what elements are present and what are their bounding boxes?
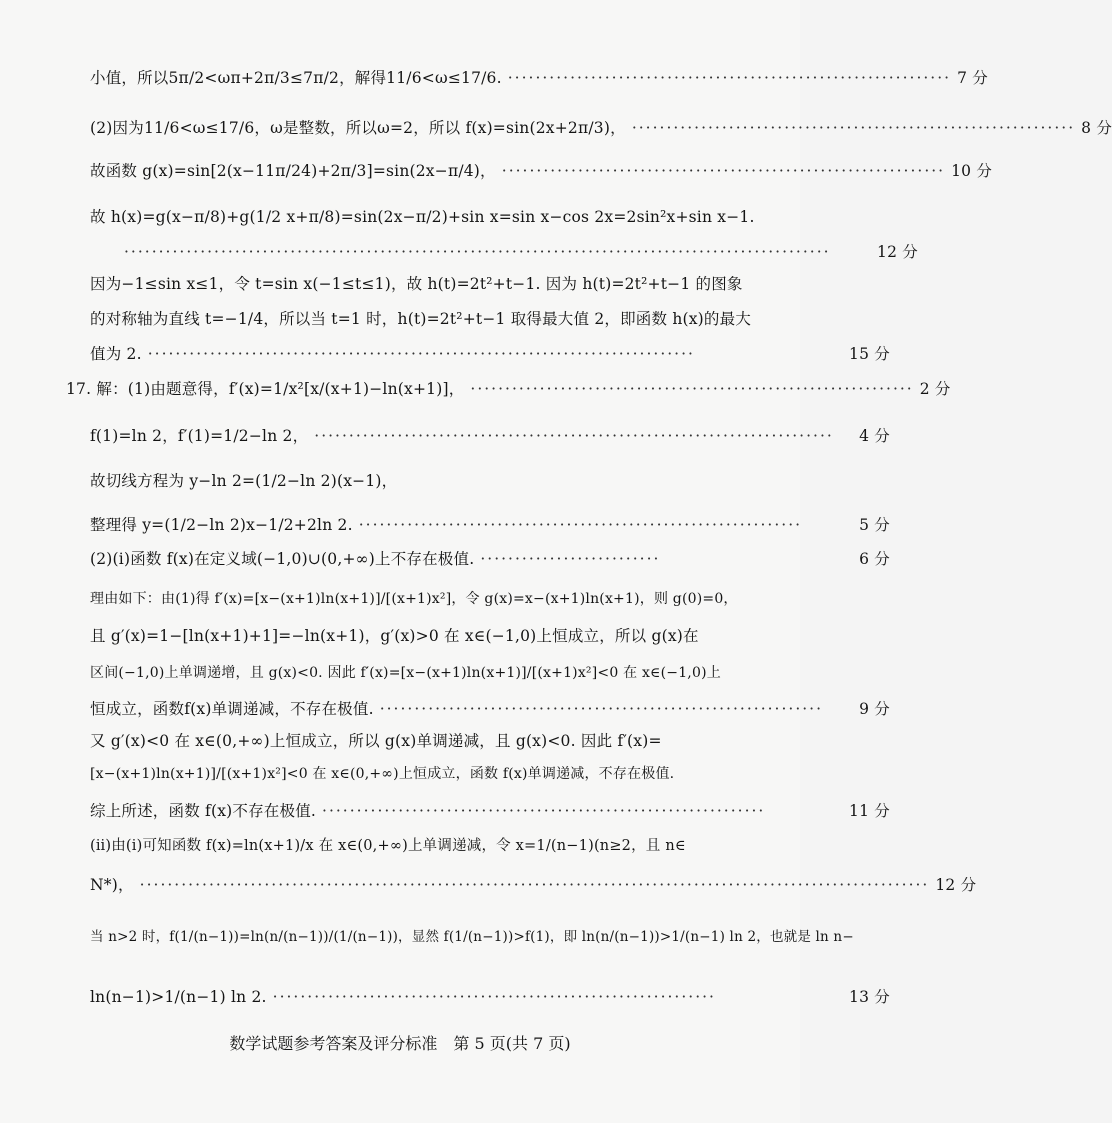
line-text: 值为 2. — [90, 345, 142, 363]
line-text: (2)因为11/6<ω≤17/6，ω是整数，所以ω=2，所以 f(x)=sin(2x+2π/3)， — [90, 119, 626, 137]
line-text: 小值，所以5π/2<ωπ+2π/3≤7π/2，解得11/6<ω≤17/6. — [90, 69, 502, 87]
answer-line — [90, 469, 890, 491]
dot-leader: ································································ — [322, 802, 766, 820]
line-text: [x−(x+1)ln(x+1)]/[(x+1)x²]<0 在 x∈(0,+∞)上恒成立，函数 f(x)单调递减，不存在极值. — [90, 766, 675, 782]
line-text: (ⅱ)由(ⅰ)可知函数 f(x)=ln(x+1)/x 在 x∈(0,+∞)上单调递减，令 x=1/(n−1)(n≥2，且 n∈ — [90, 838, 686, 854]
answer-line — [90, 513, 890, 535]
answer-line — [90, 424, 890, 446]
dot-leader: ······································································································ — [124, 243, 831, 261]
line-text: ln(n−1)>1/(n−1) ln 2. — [90, 988, 267, 1006]
dot-leader: ·················································································································· — [139, 876, 930, 894]
line-text: 整理得 y=(1/2−ln 2)x−1/2+2ln 2. — [90, 516, 353, 534]
line-text: 17. 解：(1)由题意得，f′(x)=1/x²[x/(x+1)−ln(x+1)]， — [66, 380, 465, 398]
line-text: 的对称轴为直线 t=−1/4，所以当 t=1 时，h(t)=2t²+t−1 取得最大值 2，即函数 h(x)的最大 — [90, 310, 752, 328]
line-text: 理由如下：由(1)得 f′(x)=[x−(x+1)ln(x+1)]/[(x+1)x²]，令 g(x)=x−(x+1)ln(x+1)，则 g(0)=0， — [90, 591, 738, 607]
answer-line — [90, 624, 890, 646]
answer-line — [90, 873, 977, 895]
dot-leader: ································································ — [507, 69, 952, 87]
dot-leader: ································································ — [631, 119, 1076, 137]
dot-leader: ································································ — [379, 700, 824, 718]
answer-line — [90, 307, 890, 329]
answer-line — [90, 66, 988, 88]
score-label: 8 分 — [1081, 119, 1112, 137]
answer-line — [90, 799, 890, 821]
answer-line — [90, 834, 890, 855]
line-text: 因为−1≤sin x≤1，令 t=sin x(−1≤t≤1)，故 h(t)=2t²+t−1. 因为 h(t)=2t²+t−1 的图象 — [90, 275, 743, 293]
answer-line — [90, 588, 890, 608]
line-text: 故 h(x)=g(x−π/8)+g(1/2 x+π/8)=sin(2x−π/2)+sin x=sin x−cos 2x=2sin²x+sin x−1. — [90, 208, 755, 226]
answer-line — [90, 925, 890, 945]
answer-line — [90, 342, 890, 364]
score-label: 10 分 — [951, 162, 993, 180]
line-text: 恒成立，函数f(x)单调递减，不存在极值. — [90, 700, 374, 718]
answer-line — [90, 205, 890, 227]
answer-line — [90, 547, 890, 569]
answer-line — [90, 272, 890, 294]
dot-leader: ································································ — [358, 516, 803, 534]
answer-line — [90, 763, 890, 783]
score-label: 5 分 — [859, 516, 890, 534]
score-label: 13 分 — [849, 988, 890, 1006]
answer-line — [90, 116, 1112, 138]
line-text: 且 g′(x)=1−[ln(x+1)+1]=−ln(x+1)，g′(x)>0 在 x∈(−1,0)上恒成立，所以 g(x)在 — [90, 627, 699, 645]
score-label: 12 分 — [935, 876, 977, 894]
answer-line — [118, 240, 918, 262]
dot-leader: ··········································································· — [314, 427, 834, 445]
answer-line — [66, 377, 951, 399]
line-text: 当 n>2 时，f(1/(n−1))=ln(n/(n−1))/(1/(n−1))，显然 f(1/(n−1))>f(1)，即 ln(n/(n−1))>1/(n−1) ln 2，也就是 ln n− — [90, 929, 854, 945]
score-label: 9 分 — [859, 700, 890, 718]
score-label: 7 分 — [957, 69, 988, 87]
dot-leader: ································································ — [272, 988, 716, 1006]
line-text: f(1)=ln 2，f′(1)=1/2−ln 2， — [90, 427, 309, 445]
answer-line — [90, 159, 993, 181]
line-text: (2)(ⅰ)函数 f(x)在定义域(−1,0)∪(0,+∞)上不存在极值. — [90, 550, 475, 568]
answer-line — [90, 985, 890, 1007]
page-footer: 数学试题参考答案及评分标准 第 5 页(共 7 页) — [229, 1034, 571, 1053]
dot-leader: ·························· — [480, 550, 661, 568]
score-label: 11 分 — [849, 802, 890, 820]
dot-leader: ································································ — [470, 380, 914, 398]
line-text: 故函数 g(x)=sin[2(x−11π/24)+2π/3]=sin(2x−π/4)， — [90, 162, 496, 180]
score-label: 15 分 — [849, 345, 890, 363]
score-label: 6 分 — [859, 550, 890, 568]
line-text: 又 g′(x)<0 在 x∈(0,+∞)上恒成立，所以 g(x)单调递减，且 g(x)<0. 因此 f′(x)= — [90, 732, 662, 750]
line-text: 区间(−1,0)上单调递增，且 g(x)<0. 因此 f′(x)=[x−(x+1)ln(x+1)]/[(x+1)x²]<0 在 x∈(−1,0)上 — [90, 665, 721, 681]
dot-leader: ································································ — [501, 162, 946, 180]
answer-line — [90, 697, 890, 719]
score-label: 12 分 — [877, 243, 918, 261]
line-text: 综上所述，函数 f(x)不存在极值. — [90, 802, 317, 820]
score-label: 4 分 — [859, 427, 890, 445]
dot-leader: ··············································································· — [147, 345, 695, 363]
line-text: 故切线方程为 y−ln 2=(1/2−ln 2)(x−1)， — [90, 472, 398, 490]
answer-line — [90, 729, 890, 751]
score-label: 2 分 — [919, 380, 951, 398]
answer-line — [90, 662, 890, 682]
line-text: N*)， — [90, 876, 134, 894]
